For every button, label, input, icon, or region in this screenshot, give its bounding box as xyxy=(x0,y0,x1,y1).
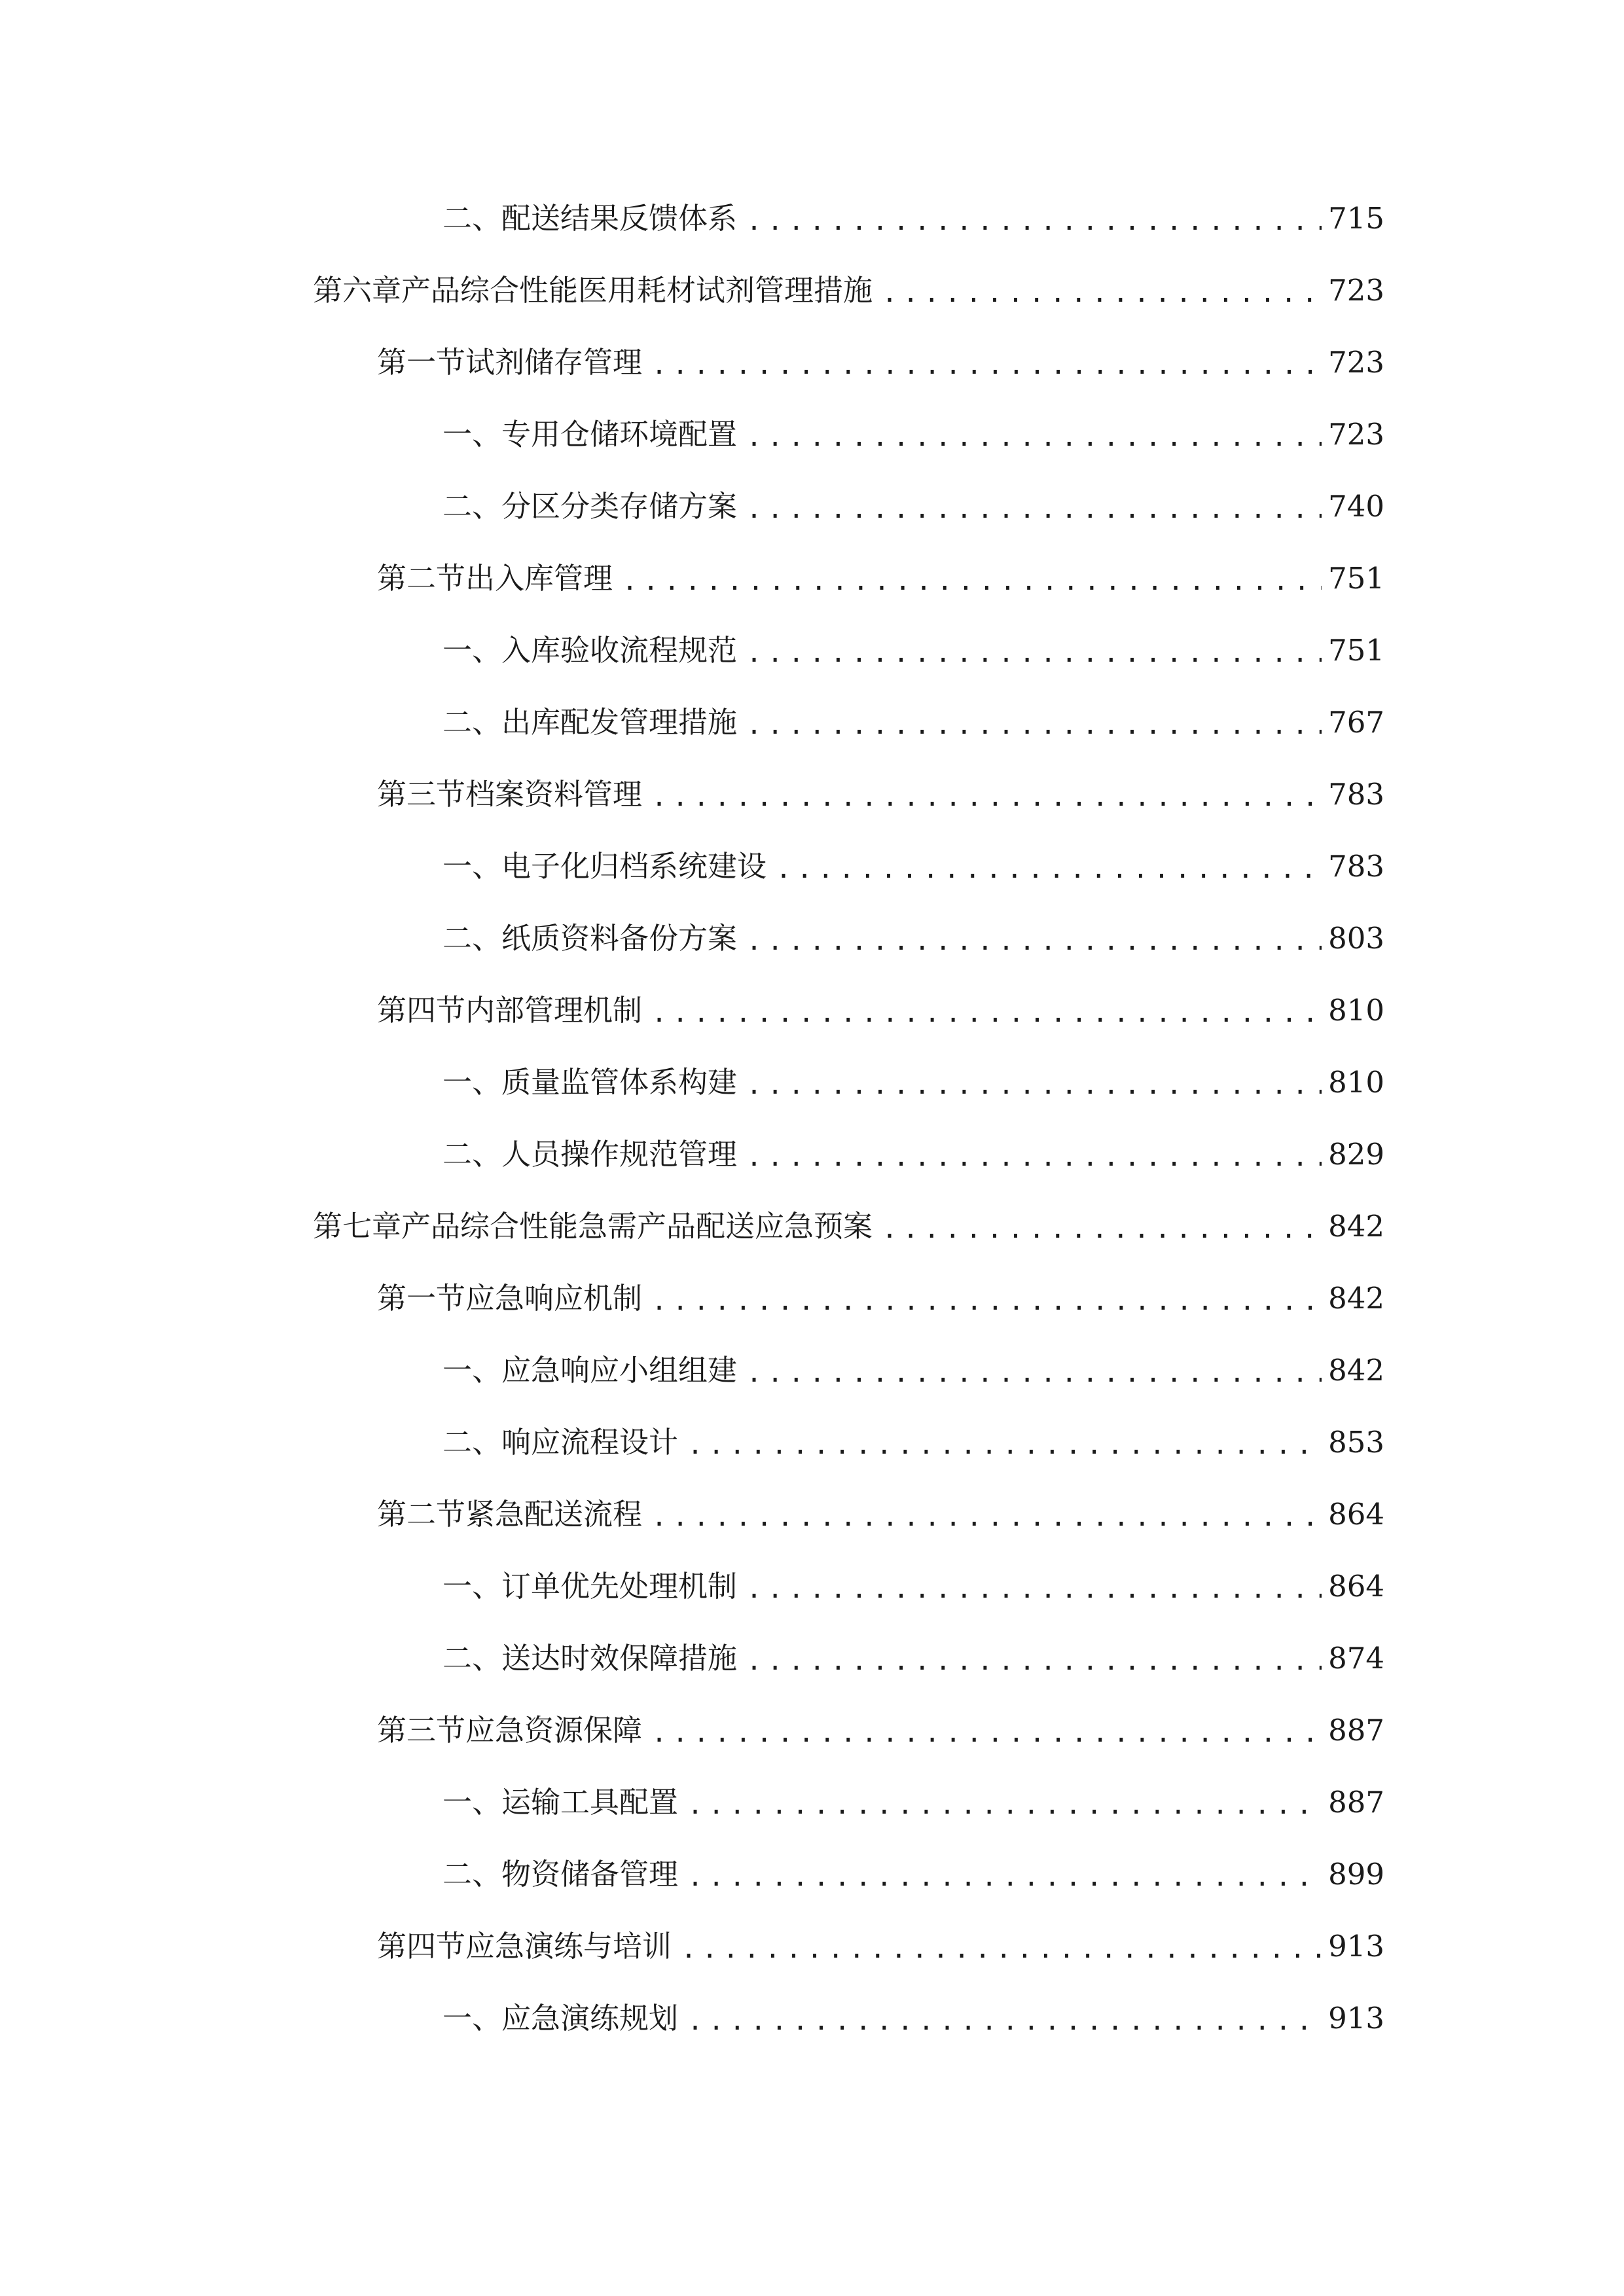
entry-number: 第三节 xyxy=(377,777,466,812)
entry-number: 一、 xyxy=(442,849,502,884)
toc-entry-section[interactable] xyxy=(377,555,1384,602)
toc-entry-subsection[interactable] xyxy=(442,1851,1384,1898)
entry-number: 一、 xyxy=(442,1065,502,1100)
toc-entry-subsection[interactable] xyxy=(442,1635,1384,1682)
entry-number: 一、 xyxy=(442,633,502,668)
toc-entry-subsection[interactable] xyxy=(442,843,1384,890)
dot-leader xyxy=(776,846,1322,893)
entry-title: 档案资料管理 xyxy=(465,777,643,812)
entry-title: 产品综合性能医用耗材试剂管理措施 xyxy=(401,273,873,308)
entry-title: 物资储备管理 xyxy=(501,1857,679,1892)
entry-page-number: 913 xyxy=(1328,2001,1384,2036)
entry-title: 产品综合性能急需产品配送应急预案 xyxy=(401,1209,873,1244)
dot-leader xyxy=(746,1566,1322,1613)
entry-page-number: 723 xyxy=(1328,417,1384,452)
entry-title: 订单优先处理机制 xyxy=(501,1569,738,1604)
entry-page-number: 783 xyxy=(1328,849,1384,884)
toc-entry-subsection[interactable] xyxy=(442,1563,1384,1610)
entry-number: 二、 xyxy=(442,489,502,524)
entry-page-number: 783 xyxy=(1328,777,1384,812)
entry-number: 二、 xyxy=(442,1425,502,1460)
toc-entry-section[interactable] xyxy=(377,771,1384,818)
entry-number: 一、 xyxy=(442,1569,502,1604)
entry-number: 第四节 xyxy=(377,1929,466,1964)
toc-entry-section[interactable] xyxy=(377,1275,1384,1322)
dot-leader xyxy=(746,702,1322,749)
entry-page-number: 864 xyxy=(1328,1497,1384,1532)
entry-title: 应急演练规划 xyxy=(501,2001,679,2036)
entry-page-number: 842 xyxy=(1328,1353,1384,1388)
toc-entry-subsection[interactable] xyxy=(442,1059,1384,1106)
toc-entry-subsection[interactable] xyxy=(442,411,1384,458)
toc-entry-subsection[interactable] xyxy=(442,627,1384,674)
entry-page-number: 751 xyxy=(1328,633,1384,668)
entry-number: 第三节 xyxy=(377,1713,466,1748)
entry-number: 二、 xyxy=(442,921,502,956)
entry-page-number: 874 xyxy=(1328,1641,1384,1676)
dot-leader xyxy=(651,774,1322,821)
dot-leader xyxy=(651,342,1322,389)
toc-entry-chapter[interactable] xyxy=(313,267,1384,314)
entry-page-number: 723 xyxy=(1328,345,1384,380)
entry-page-number: 913 xyxy=(1328,1929,1384,1964)
dot-leader xyxy=(746,1062,1322,1109)
entry-number: 一、 xyxy=(442,417,502,452)
toc-entry-subsection[interactable] xyxy=(442,195,1384,242)
entry-title: 响应流程设计 xyxy=(501,1425,679,1460)
entry-page-number: 887 xyxy=(1328,1785,1384,1820)
entry-page-number: 740 xyxy=(1328,489,1384,524)
toc-entry-section[interactable] xyxy=(377,1923,1384,1970)
entry-title: 电子化归档系统建设 xyxy=(501,849,767,884)
entry-page-number: 842 xyxy=(1328,1281,1384,1316)
entry-title: 配送结果反馈体系 xyxy=(501,201,738,236)
toc-entry-section[interactable] xyxy=(377,1707,1384,1754)
entry-title: 人员操作规范管理 xyxy=(501,1137,738,1172)
entry-page-number: 829 xyxy=(1328,1137,1384,1172)
entry-title: 分区分类存储方案 xyxy=(501,489,738,524)
entry-title: 入库验收流程规范 xyxy=(501,633,738,668)
entry-title: 紧急配送流程 xyxy=(465,1497,643,1532)
entry-title: 质量监管体系构建 xyxy=(501,1065,738,1100)
dot-leader xyxy=(651,990,1322,1037)
toc-entry-subsection[interactable] xyxy=(442,1347,1384,1394)
entry-number: 一、 xyxy=(442,2001,502,2036)
entry-title: 出库配发管理措施 xyxy=(501,705,738,740)
entry-title: 试剂储存管理 xyxy=(465,345,643,380)
dot-leader xyxy=(687,1854,1322,1901)
entry-number: 第一节 xyxy=(377,345,466,380)
dot-leader xyxy=(746,486,1322,533)
entry-number: 二、 xyxy=(442,1857,502,1892)
toc-entry-subsection[interactable] xyxy=(442,1779,1384,1826)
entry-page-number: 715 xyxy=(1328,201,1384,236)
dot-leader xyxy=(746,1350,1322,1397)
entry-number: 第一节 xyxy=(377,1281,466,1316)
toc-entry-subsection[interactable] xyxy=(442,699,1384,746)
toc-entry-subsection[interactable] xyxy=(442,483,1384,530)
entry-page-number: 842 xyxy=(1328,1209,1384,1244)
entry-page-number: 899 xyxy=(1328,1857,1384,1892)
toc-entry-subsection[interactable] xyxy=(442,1419,1384,1466)
entry-number: 第七章 xyxy=(313,1209,402,1244)
dot-leader xyxy=(622,558,1322,605)
toc-entry-subsection[interactable] xyxy=(442,1995,1384,2042)
entry-title: 内部管理机制 xyxy=(465,993,643,1028)
toc-entry-section[interactable] xyxy=(377,339,1384,386)
entry-page-number: 810 xyxy=(1328,1065,1384,1100)
entry-number: 第六章 xyxy=(313,273,402,308)
dot-leader xyxy=(746,918,1322,965)
dot-leader xyxy=(687,1782,1322,1829)
dot-leader xyxy=(687,1422,1322,1469)
dot-leader xyxy=(882,270,1322,317)
dot-leader xyxy=(746,414,1322,461)
entry-number: 一、 xyxy=(442,1353,502,1388)
dot-leader xyxy=(687,1998,1322,2045)
entry-number: 二、 xyxy=(442,201,502,236)
entry-number: 二、 xyxy=(442,705,502,740)
entry-title: 应急响应小组组建 xyxy=(501,1353,738,1388)
entry-title: 纸质资料备份方案 xyxy=(501,921,738,956)
toc-entry-subsection[interactable] xyxy=(442,1131,1384,1178)
toc-entry-chapter[interactable] xyxy=(313,1203,1384,1250)
dot-leader xyxy=(746,1638,1322,1685)
entry-page-number: 723 xyxy=(1328,273,1384,308)
entry-number: 第二节 xyxy=(377,1497,466,1532)
dot-leader xyxy=(651,1494,1322,1541)
entry-title: 应急资源保障 xyxy=(465,1713,643,1748)
dot-leader xyxy=(882,1206,1322,1253)
dot-leader xyxy=(746,198,1322,245)
dot-leader xyxy=(651,1710,1322,1757)
entry-title: 出入库管理 xyxy=(465,561,613,596)
toc-entry-section[interactable] xyxy=(377,1491,1384,1538)
entry-number: 二、 xyxy=(442,1641,502,1676)
dot-leader xyxy=(746,1134,1322,1181)
entry-page-number: 887 xyxy=(1328,1713,1384,1748)
entry-page-number: 751 xyxy=(1328,561,1384,596)
entry-page-number: 864 xyxy=(1328,1569,1384,1604)
entry-number: 第四节 xyxy=(377,993,466,1028)
toc-entry-section[interactable] xyxy=(377,987,1384,1034)
entry-title: 送达时效保障措施 xyxy=(501,1641,738,1676)
dot-leader xyxy=(746,630,1322,677)
entry-title: 运输工具配置 xyxy=(501,1785,679,1820)
entry-title: 应急演练与培训 xyxy=(465,1929,672,1964)
entry-page-number: 853 xyxy=(1328,1425,1384,1460)
entry-page-number: 810 xyxy=(1328,993,1384,1028)
entry-number: 一、 xyxy=(442,1785,502,1820)
entry-title: 应急响应机制 xyxy=(465,1281,643,1316)
dot-leader xyxy=(651,1278,1322,1325)
entry-page-number: 767 xyxy=(1328,705,1384,740)
toc-entry-subsection[interactable] xyxy=(442,915,1384,962)
entry-title: 专用仓储环境配置 xyxy=(501,417,738,452)
entry-page-number: 803 xyxy=(1328,921,1384,956)
entry-number: 二、 xyxy=(442,1137,502,1172)
entry-number: 第二节 xyxy=(377,561,466,596)
dot-leader xyxy=(681,1926,1322,1973)
